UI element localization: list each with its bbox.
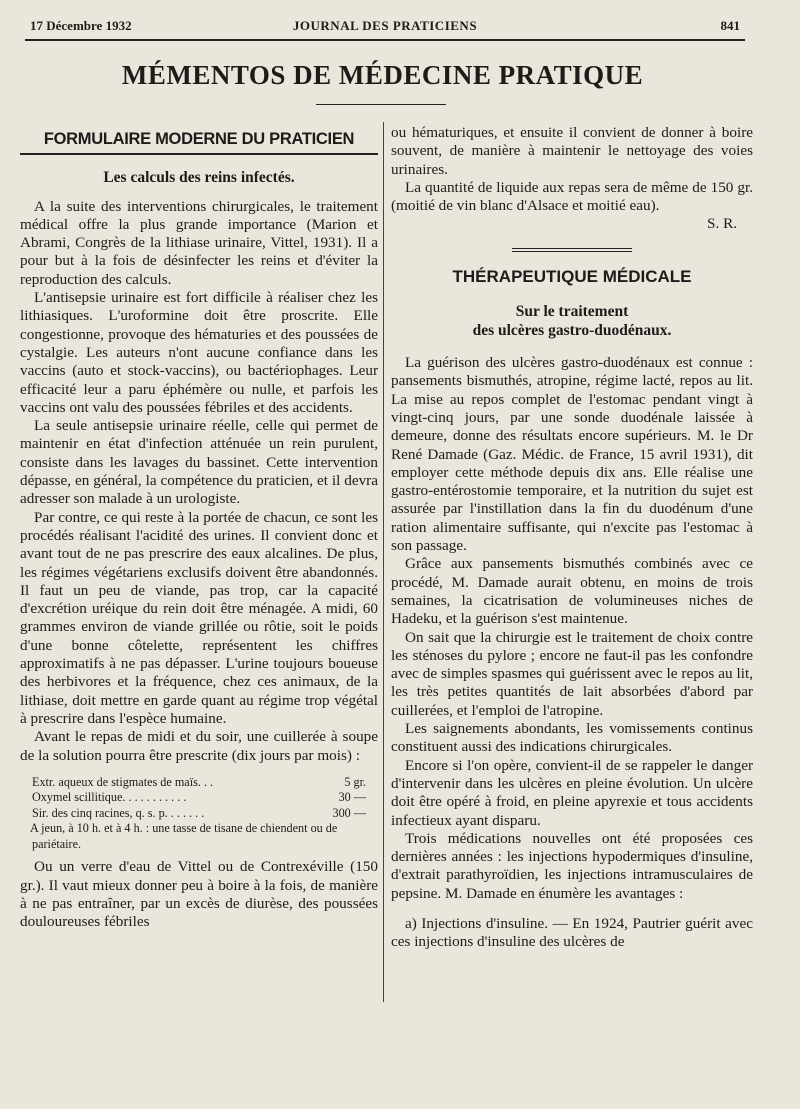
paragraph: Grâce aux pansements bismuthés combinés avec ce procédé, M. Damade aurait obtenu, en moins de trois semaines, la cicatrisation de volumineuses niches de Hadeku, et la guérison s'est maintenue. (391, 555, 753, 628)
formula-qty: 30 — (338, 790, 366, 805)
formula-qty: 300 — (332, 805, 366, 820)
formula-item: Oxymel scillitique. . . . . . . . . . . (32, 790, 187, 805)
section-title-formulaire: FORMULAIRE MODERNE DU PRATICIEN (20, 126, 378, 155)
paragraph: a) Injections d'insuline. — En 1924, Pautrier guérit avec ces injections d'insuline des ulcères de (391, 914, 753, 951)
subtitle-line: Sur le traitement (515, 303, 629, 321)
header-rule (25, 39, 745, 41)
paragraph: Avant le repas de midi et du soir, une cuillerée à soupe de la solution pourra être prescrite (dix jours par mois) : (20, 728, 378, 764)
section-separator (512, 248, 632, 252)
paragraph: Ou un verre d'eau de Vittel ou de Contrexéville (150 gr.). Il vaut mieux donner peu à boire à la fois, de manière à ne pas entraîner, par un excès de diurèse, des poussées douloureuses fébriles (20, 858, 378, 931)
paragraph: On sait que la chirurgie est le traitement de choix contre les sténoses du pylore ; encore ne faut-il pas les confondre avec de simples spasmes qui guérissent avec le repos au lit, les très petites quantités de lait absorbées d'abord par cuillerées, et l'emploi de l'atropine. (391, 628, 753, 719)
paragraph: Les saignements abondants, les vomissements continus constituent aussi des indications chirurgicales. (391, 720, 753, 756)
paragraph: L'antisepsie urinaire est fort difficile à réaliser chez les lithiasiques. L'uroformine doit être proscrite. Elle congestionne, provoque des hématuries et des poussées de cystalgie. Les auteurs n'ont aucune confiance dans les vaccins (auto et stock-vaccins), ou bactériophages. Leur efficacité leur a paru éphémère ou nulle, et parfois les vaccins ont valu des poussées fébriles et des accidents. (20, 289, 378, 416)
paragraph: La seule antisepsie urinaire réelle, celle qui permet de maintenir en état d'infection atténuée un rein purulent, consiste dans les lavages du bassinet. Cette intervention dépasse, en général, la compétence du praticien, et il devra adresser son malade à un urologiste. (20, 417, 378, 508)
formula-item: Extr. aqueux de stigmates de maïs. . . (32, 774, 214, 789)
author-signature: S. R. (707, 215, 737, 233)
formula-row (32, 775, 378, 791)
column-divider (383, 122, 384, 1002)
section-title-therapeutique: THÉRAPEUTIQUE MÉDICALE (452, 266, 692, 286)
formula-item: Sir. des cinq racines, q. s. p. . . . . . . (32, 805, 205, 820)
article-subtitle-calculs: Les calculs des reins infectés. (103, 169, 295, 187)
right-column (391, 124, 753, 952)
paragraph: Trois médications nouvelles ont été proposées ces dernières années : les injections hypodermiques d'insuline, d'extrait parathyroïdien, les injections intramusculaires de pepsine. M. Damade en énumère les avantages : (391, 829, 753, 902)
signature-line (391, 215, 753, 233)
paragraph-continuation: ou hématuriques, et ensuite il convient de donner à boire souvent, de manière à maintenir le nettoyage des voies urinaires. (391, 124, 753, 178)
paragraph: A la suite des interventions chirurgicales, le traitement médical offre la plus grande importance (Marion et Abrami, Congrès de la lithiase urinaire, Vittel, 1931). Il a pour but à la fois de désinfecter les reins et d'éviter la reproduction des calculs. (20, 197, 378, 288)
page-number: 841 (720, 18, 740, 33)
prescription-formula (20, 775, 378, 853)
formula-note: A jeun, à 10 h. et à 4 h. : une tasse de tisane de chiendent ou de pariétaire. (30, 821, 338, 851)
formula-qty: 5 gr. (344, 774, 366, 789)
formula-row (32, 790, 378, 806)
issue-date: 17 Décembre 1932 (30, 18, 132, 33)
paragraph: La quantité de liquide aux repas sera de même de 150 gr. (moitié de vin blanc d'Alsace et moitié eau). (391, 178, 753, 215)
article-subtitle-ulceres (391, 302, 753, 340)
paragraph: La guérison des ulcères gastro-duodénaux est connue : pansements bismuthés, atropine, régime lacté, repos au lit. La mise au repos complet de l'estomac pendant vingt à vingt-cinq jours, par une sonde duodénale laissée à demeure, donne des résultats encore supérieurs. M. le Dr René Damade (Gaz. Médic. de France, 15 avril 1931), dit employer cette méthode depuis dix ans. Elle réalise une gastro-entérostomie temporaire, et la nutrition du sujet est assurée par l'instillation dans la fin du duodénum d'une ration alimentaire suffisante, qui n'excite pas l'estomac à son passage. (391, 354, 753, 555)
running-header (30, 18, 740, 38)
formula-row (32, 806, 378, 822)
page-title: MÉMENTOS DE MÉDECINE PRATIQUE (121, 60, 644, 90)
left-column (20, 126, 378, 931)
title-rule (316, 104, 446, 105)
paragraph: Encore si l'on opère, convient-il de se rappeler le danger d'intervenir dans les ulcères en pleine évolution. Un ulcère doit être opéré à froid, en pleine apyrexie et tous accidents infectieux ayant disparu. (391, 756, 753, 829)
journal-name: JOURNAL DES PRATICIENS (292, 18, 478, 33)
paragraph: Par contre, ce qui reste à la portée de chacun, ce sont les procédés réalisant l'acidité des urines. Il convient donc et avant tout de ne pas prescrire des eaux alcalines. De plus, les régimes végétariens exclusifs doivent être abandonnés. Il faut un peu de viande, pas trop, car la capacité d'excrétion uréique du rein doit être ménagée. A midi, 60 grammes environ de viande grillée ou rôtie, soit le poids d'une bonne côtelette, représentent les chiffres approximatifs à ne pas dépasser. L'urine toujours boueuse des herbivores et la fréquence, chez ces animaux, de la lithiase, doit mettre en garde quant au régime trop végétal à prescrire dans l'espèce humaine. (20, 508, 378, 727)
subtitle-line: des ulcères gastro-duodénaux. (472, 322, 672, 340)
